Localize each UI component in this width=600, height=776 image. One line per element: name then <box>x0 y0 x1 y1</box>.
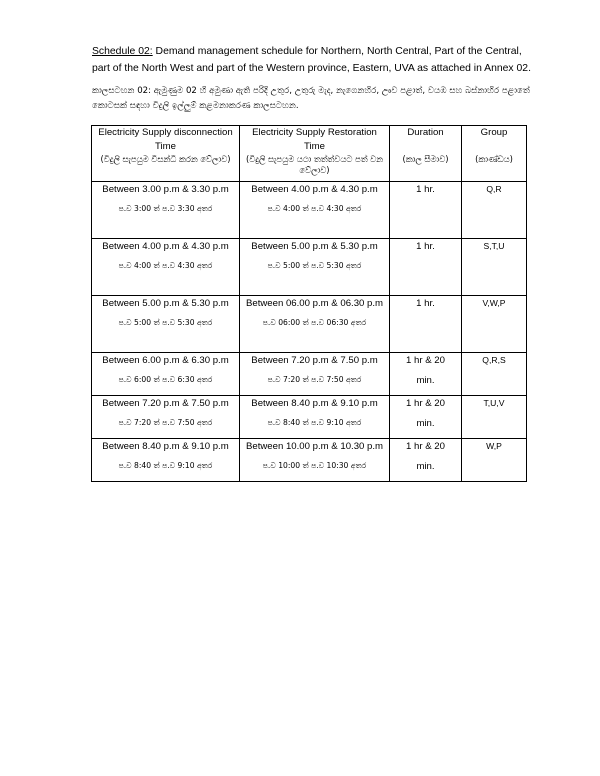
duration-cell: 1 hr & 20 min. <box>390 396 462 439</box>
table-row <box>92 182 527 239</box>
table-row <box>92 296 527 353</box>
disconnection-cell: Between 6.00 p.m & 6.30 p.m ප.ව 6:00 ත් ප.ව 6:30 අතර <box>92 353 240 396</box>
table-row <box>92 239 527 296</box>
header-disconnection-time: Electricity Supply disconnection Time (විදුලි සැපයුම විසන්ධි කරන වේලාව) <box>92 126 240 182</box>
schedule-heading-sinhala: කාලසටහන 02: ඇමුණුම 02 හි අමුණා ඇති පරිදි උතුර, උතුරු මැද, නැගෙනහිර, ඌව පළාත්, වයඹ සහ බස්නාහිර පළාතේ කොටසක් සඳහා විදුලි ඉල්ලුම් කළමනාකරණ කාලසටහන. <box>92 86 530 111</box>
header-restoration-time: Electricity Supply Restoration Time (විදුලි සැපයුම යථා තත්ත්වයට පත් වන වේලාව) <box>240 126 390 182</box>
duration-cell: 1 hr. <box>390 182 462 239</box>
restoration-cell: Between 5.00 p.m & 5.30 p.m ප.ව 5:00 ත් ප.ව 5:30 අතර <box>240 239 390 296</box>
disconnection-cell: Between 5.00 p.m & 5.30 p.m ප.ව 5:00 ත් ප.ව 5:30 අතර <box>92 296 240 353</box>
group-cell: Q,R <box>462 182 527 239</box>
duration-cell: 1 hr. <box>390 296 462 353</box>
restoration-cell: Between 8.40 p.m & 9.10 p.m ප.ව 8:40 ත් ප.ව 9:10 අතර <box>240 396 390 439</box>
group-cell: W,P <box>462 439 527 482</box>
disconnection-cell: Between 4.00 p.m & 4.30 p.m ප.ව 4:00 ත් ප.ව 4:30 අතර <box>92 239 240 296</box>
table-row <box>92 439 527 482</box>
table-header-row <box>92 126 527 182</box>
disconnection-cell: Between 7.20 p.m & 7.50 p.m ප.ව 7:20 ත් ප.ව 7:50 අතර <box>92 396 240 439</box>
restoration-cell: Between 4.00 p.m & 4.30 p.m ප.ව 4:00 ත් ප.ව 4:30 අතර <box>240 182 390 239</box>
restoration-cell: Between 06.00 p.m & 06.30 p.m ප.ව 06:00 ත් ප.ව 06:30 අතර <box>240 296 390 353</box>
schedule-heading <box>92 43 532 77</box>
table-row <box>92 353 527 396</box>
duration-cell: 1 hr. <box>390 239 462 296</box>
duration-cell: 1 hr & 20 min. <box>390 353 462 396</box>
header-duration: Duration (කාල සීමාව) <box>390 126 462 182</box>
group-cell: S,T,U <box>462 239 527 296</box>
schedule-description: Demand management schedule for Northern, North Central, Part of the Central, part of the North West and part of the Western province, Eastern, UVA as attached in Annex 02. <box>92 46 531 74</box>
group-cell: T,U,V <box>462 396 527 439</box>
restoration-cell: Between 10.00 p.m & 10.30 p.m ප.ව 10:00 ත් ප.ව 10:30 අතර <box>240 439 390 482</box>
schedule-table <box>91 125 527 482</box>
group-cell: V,W,P <box>462 296 527 353</box>
disconnection-cell: Between 3.00 p.m & 3.30 p.m ප.ව 3:00 ත් ප.ව 3:30 අතර <box>92 182 240 239</box>
schedule-label: Schedule 02: <box>92 46 153 57</box>
disconnection-cell: Between 8.40 p.m & 9.10 p.m ප.ව 8:40 ත් ප.ව 9:10 අතර <box>92 439 240 482</box>
table-row <box>92 396 527 439</box>
restoration-cell: Between 7.20 p.m & 7.50 p.m ප.ව 7:20 ත් ප.ව 7:50 අතර <box>240 353 390 396</box>
group-cell: Q,R,S <box>462 353 527 396</box>
duration-cell: 1 hr & 20 min. <box>390 439 462 482</box>
header-group: Group (කාණ්ඩය) <box>462 126 527 182</box>
